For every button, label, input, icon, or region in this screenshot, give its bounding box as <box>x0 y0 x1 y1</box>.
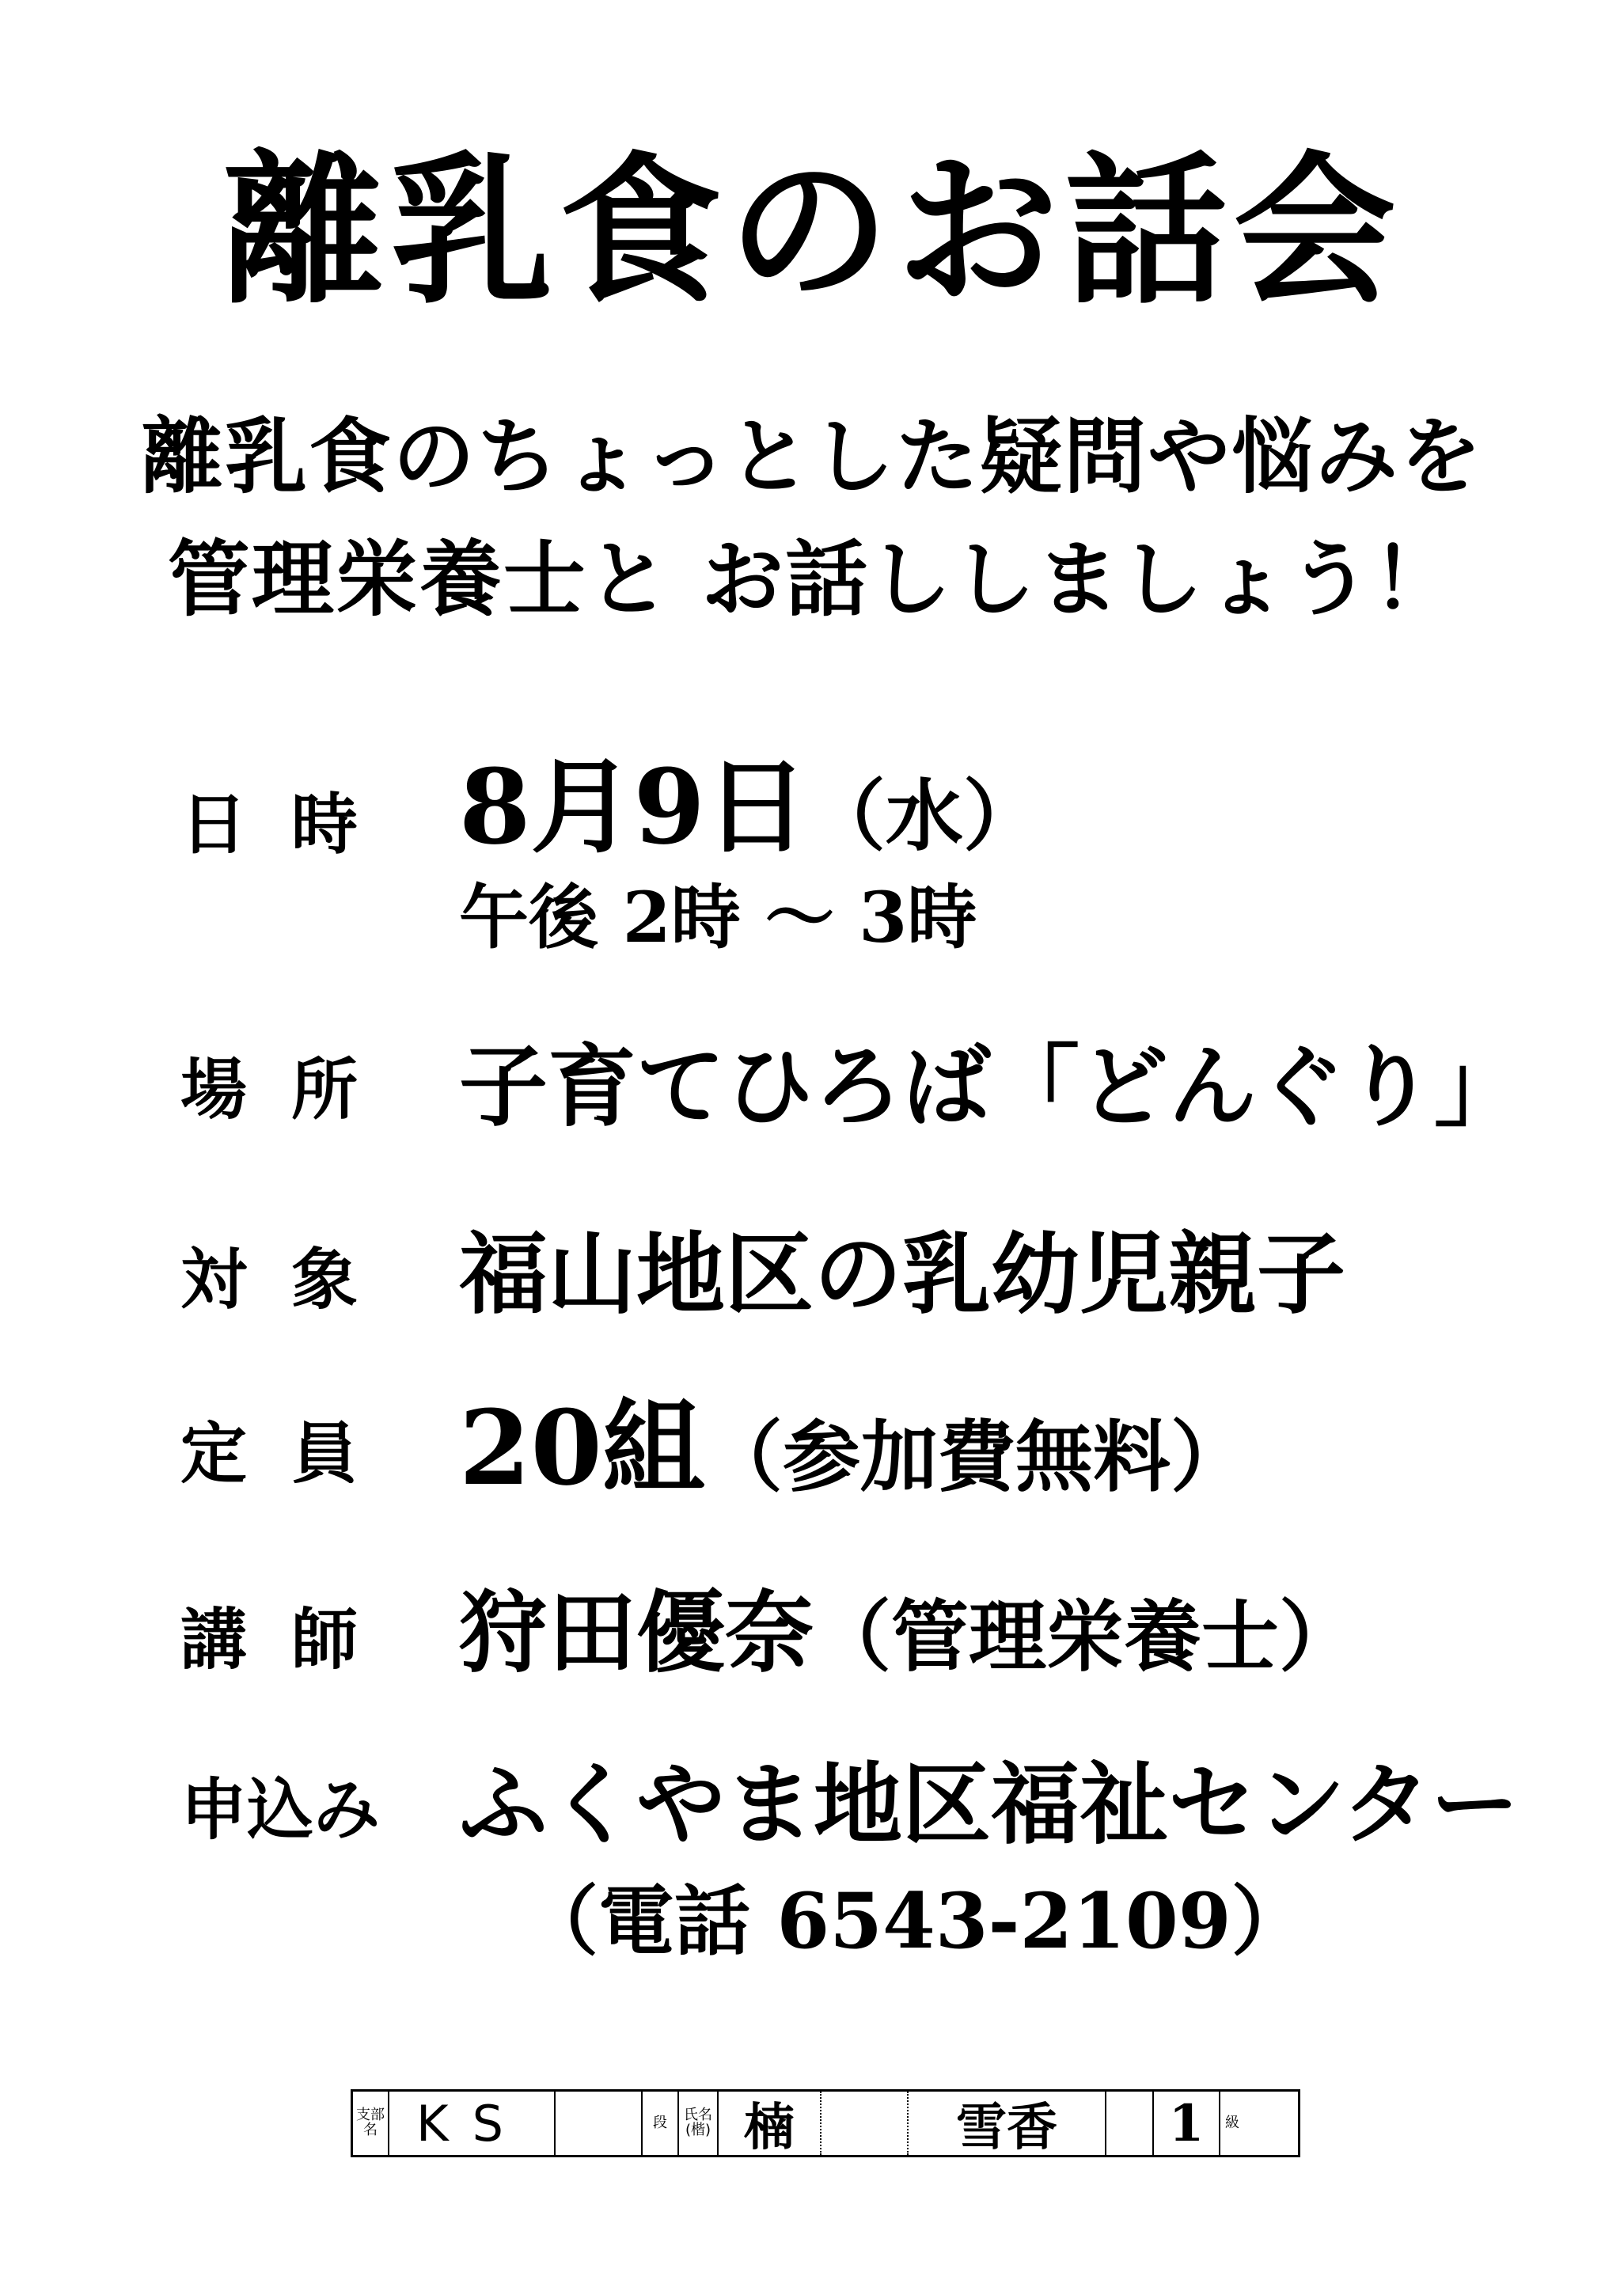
lecturer-role: （管理栄養士） <box>814 1591 1357 1682</box>
grade-value: 1 <box>1154 2092 1220 2155</box>
event-time: 午後 2時 〜 3時 <box>459 876 977 958</box>
value-lecturer <box>459 1581 1357 1685</box>
capacity-number: 20組 <box>459 1387 705 1508</box>
branch-value: KS <box>389 2092 556 2155</box>
value-date <box>459 746 1041 867</box>
value-apply-org: ふくやま地区福祉センター <box>459 1753 1520 1857</box>
value-place: 子育てひろば「どんぐり」 <box>459 1035 1523 1139</box>
label-datetime: 日時 <box>180 785 403 863</box>
grade-blank <box>1106 2092 1154 2155</box>
label-capacity: 定員 <box>180 1414 403 1493</box>
page-title: 離乳食のお話会 <box>222 136 1402 326</box>
subtitle-line-2: 管理栄養士と お話ししましょう！ <box>167 530 1457 628</box>
event-date: 8月9日 <box>459 746 808 867</box>
name-family: 楠 <box>719 2092 821 2155</box>
branch-label: 支部名 <box>353 2092 389 2155</box>
value-capacity <box>459 1387 1248 1508</box>
name-given: 雪香 <box>909 2092 1106 2155</box>
label-lecturer: 講師 <box>180 1600 403 1679</box>
lecturer-name: 狩田優奈 <box>459 1581 814 1685</box>
dan-blank <box>556 2092 643 2155</box>
entry-slip <box>351 2089 1300 2157</box>
label-target: 対象 <box>180 1240 403 1318</box>
label-apply: 申込み <box>180 1770 381 1849</box>
capacity-note: （参加費無料） <box>704 1412 1248 1503</box>
subtitle-line-1: 離乳食のちょっとした疑問や悩みを <box>140 408 1483 505</box>
name-blank <box>821 2092 909 2155</box>
value-apply-phone: （電話 6543-2109） <box>522 1876 1307 1966</box>
event-weekday: （水） <box>807 771 1041 862</box>
label-place: 場所 <box>180 1050 403 1129</box>
grade-label: 級 <box>1225 2114 1239 2131</box>
name-label: 氏名(楷) <box>679 2092 719 2155</box>
dan-label: 段 <box>643 2092 679 2155</box>
value-target: 福山地区の乳幼児親子 <box>459 1223 1345 1326</box>
